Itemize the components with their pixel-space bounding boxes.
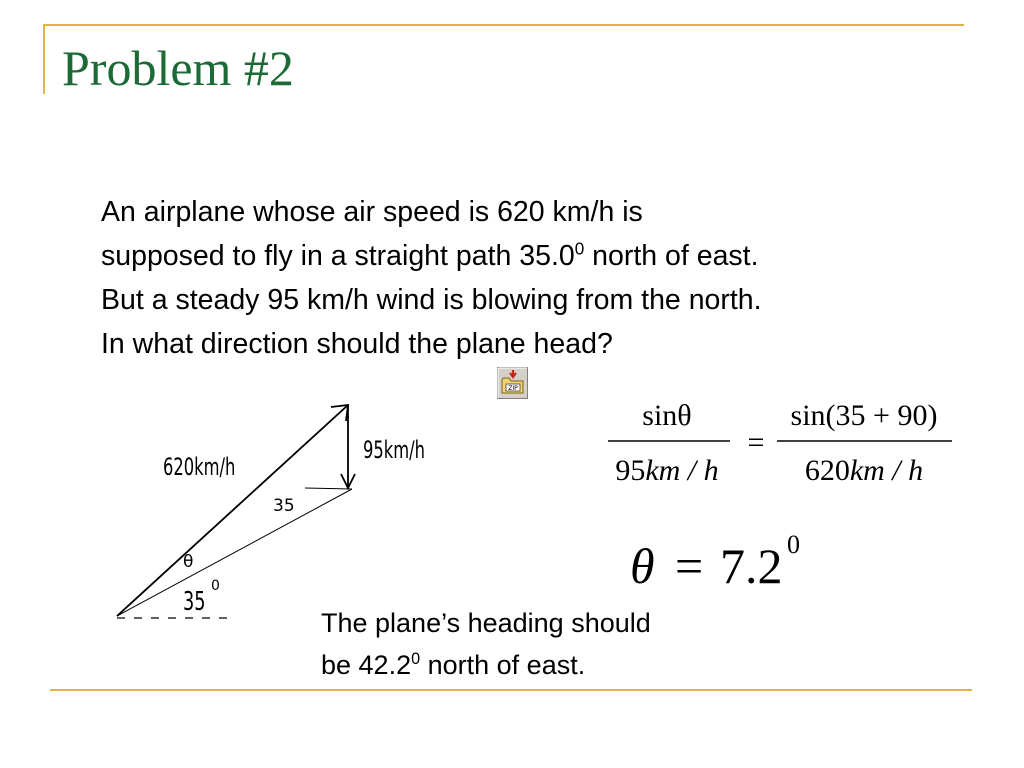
- result-equals: =: [675, 538, 704, 594]
- problem-line-1: An airplane whose air speed is 620 km/h is: [101, 196, 643, 228]
- theta-label: θ: [183, 552, 194, 572]
- result-theta: θ: [630, 538, 655, 594]
- problem-statement: [101, 190, 981, 366]
- equation-numerator-left: sinθ: [642, 399, 692, 432]
- problem-line-2: supposed to fly in a straight path 35.0$^0$ north of east.: [101, 239, 759, 272]
- answer-text: [321, 602, 761, 686]
- equation-equals: =: [747, 426, 765, 459]
- top-rule: [43, 24, 964, 26]
- problem-line-4: In what direction should the plane head?: [101, 328, 613, 360]
- svg-text:ZIP: ZIP: [508, 385, 518, 392]
- vector-diagram: [105, 390, 465, 630]
- angle-label-bottom-degree: 0: [211, 578, 220, 594]
- answer-line-2: be 42.2$^0$ north of east.: [321, 650, 586, 680]
- problem-line-3: But a steady 95 km/h wind is blowing from the north.: [101, 284, 762, 316]
- angle-label-bottom: 35: [183, 586, 206, 618]
- equation-numerator-right: sin(35 + 90): [790, 399, 938, 432]
- result-degree: 0: [787, 530, 800, 559]
- resultant-arrow-tail: [305, 488, 352, 489]
- equation-denominator-right: 620km / h: [804, 454, 924, 487]
- equation-denominator-left: 95km / h: [615, 454, 719, 487]
- slide-title: Problem #2: [62, 40, 294, 96]
- bottom-rule: [50, 689, 972, 691]
- result-value: 7.2: [720, 538, 783, 594]
- angle-label-top: 35: [273, 496, 295, 516]
- left-rule: [43, 24, 45, 94]
- zip-folder-icon[interactable]: [497, 367, 528, 399]
- law-of-sines-equation: [600, 390, 970, 490]
- airspeed-label: 620km/h: [163, 452, 236, 481]
- answer-line-1: The plane’s heading should: [321, 608, 651, 638]
- airspeed-vector: [117, 405, 348, 616]
- wind-label: 95km/h: [363, 435, 425, 464]
- theta-result: [620, 525, 820, 595]
